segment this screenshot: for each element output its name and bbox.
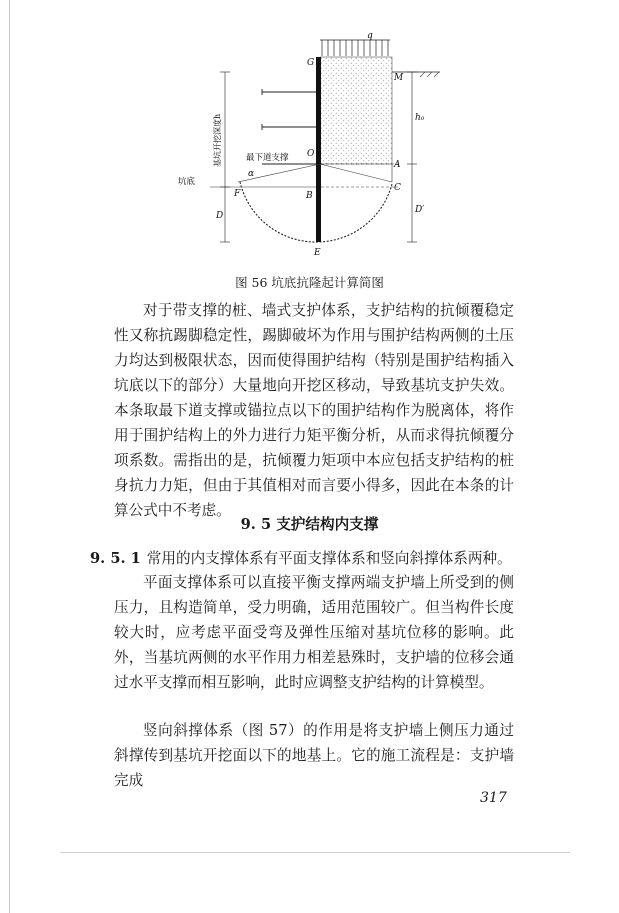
label-D-prime: D′ [415,205,425,215]
label-alpha: α [248,169,255,179]
clause-text: 常用的内支撑体系有平面支撑体系和竖向斜撑体系两种。 [146,550,512,567]
ground-hatch [420,72,439,77]
label-G: G [307,58,315,68]
label-h0: h₀ [415,113,425,123]
body-paragraph-1: 对于带支撑的桩、墙式支护体系，支护结构的抗倾覆稳定性又称抗踢脚稳定性，踢脚破坏为作用与围护结构两侧的土压力均达到极限状态，因而使得围护结构（特别是围护结构插入坑底以下的部分）大量地向开挖区移动，导致基坑支护失效。本条取最下道支撑或锚拉点以下的围护结构作为脱离体，将作用于围护结构上的外力进行力矩平衡分析，从而求得抗倾覆分项系数。需指出的是，抗倾覆力矩项中本应包括支护结构的桩身抗力力矩，但由于其值相对而言要小得多，因此在本条的计算公式中不考虑。 [114,302,514,519]
body-paragraph-2: 平面支撑体系可以直接平衡支撑两端支护墙上所受到的侧压力，且构造简单，受力明确，适用范围较广。但当构件长度较大时，应考虑平面受弯及弹性压缩对基坑位移的影响。此外，当基坑两侧的水平作用力相差悬殊时，支护墙的位移会通过水平支撑而相互影响，此时应调整支护结构的计算模型。 [114,574,514,691]
label-pit-bottom: 坑底 [178,177,196,187]
label-M: M [394,73,404,83]
label-excavation-depth: 基坑开挖深度h [213,113,222,167]
construction-lines [210,164,398,187]
page-bottom-edge [60,852,570,853]
label-D: D [216,211,224,221]
surcharge-q-arrows [320,40,390,56]
scan-edge-line [9,0,10,913]
label-B: B [306,191,313,201]
label-E: E [314,248,321,258]
retaining-wall [316,57,321,242]
label-O: O [307,149,315,159]
body-paragraph-3: 竖向斜撑体系（图 57）的作用是将支护墙上侧压力通过斜撑传到基坑开挖面以下的地基上。它的施工流程是：支护墙完成 [114,722,514,789]
uplift-calculation-diagram [170,32,450,262]
label-q: q [367,31,373,41]
clause-9-5-1 [90,546,514,571]
label-F: F [234,189,241,199]
label-C: C [394,183,401,193]
clause-number: 9. 5. 1 [90,550,141,567]
label-A: A [394,160,401,170]
page-number: 317 [480,790,507,806]
section-heading: 9. 5 支护结构内支撑 [240,516,379,533]
retained-soil-block [320,57,392,164]
figure-caption: 图 56 坑底抗隆起计算简图 [235,275,384,290]
label-lowest-strut: 最下道支撑 [246,153,289,163]
